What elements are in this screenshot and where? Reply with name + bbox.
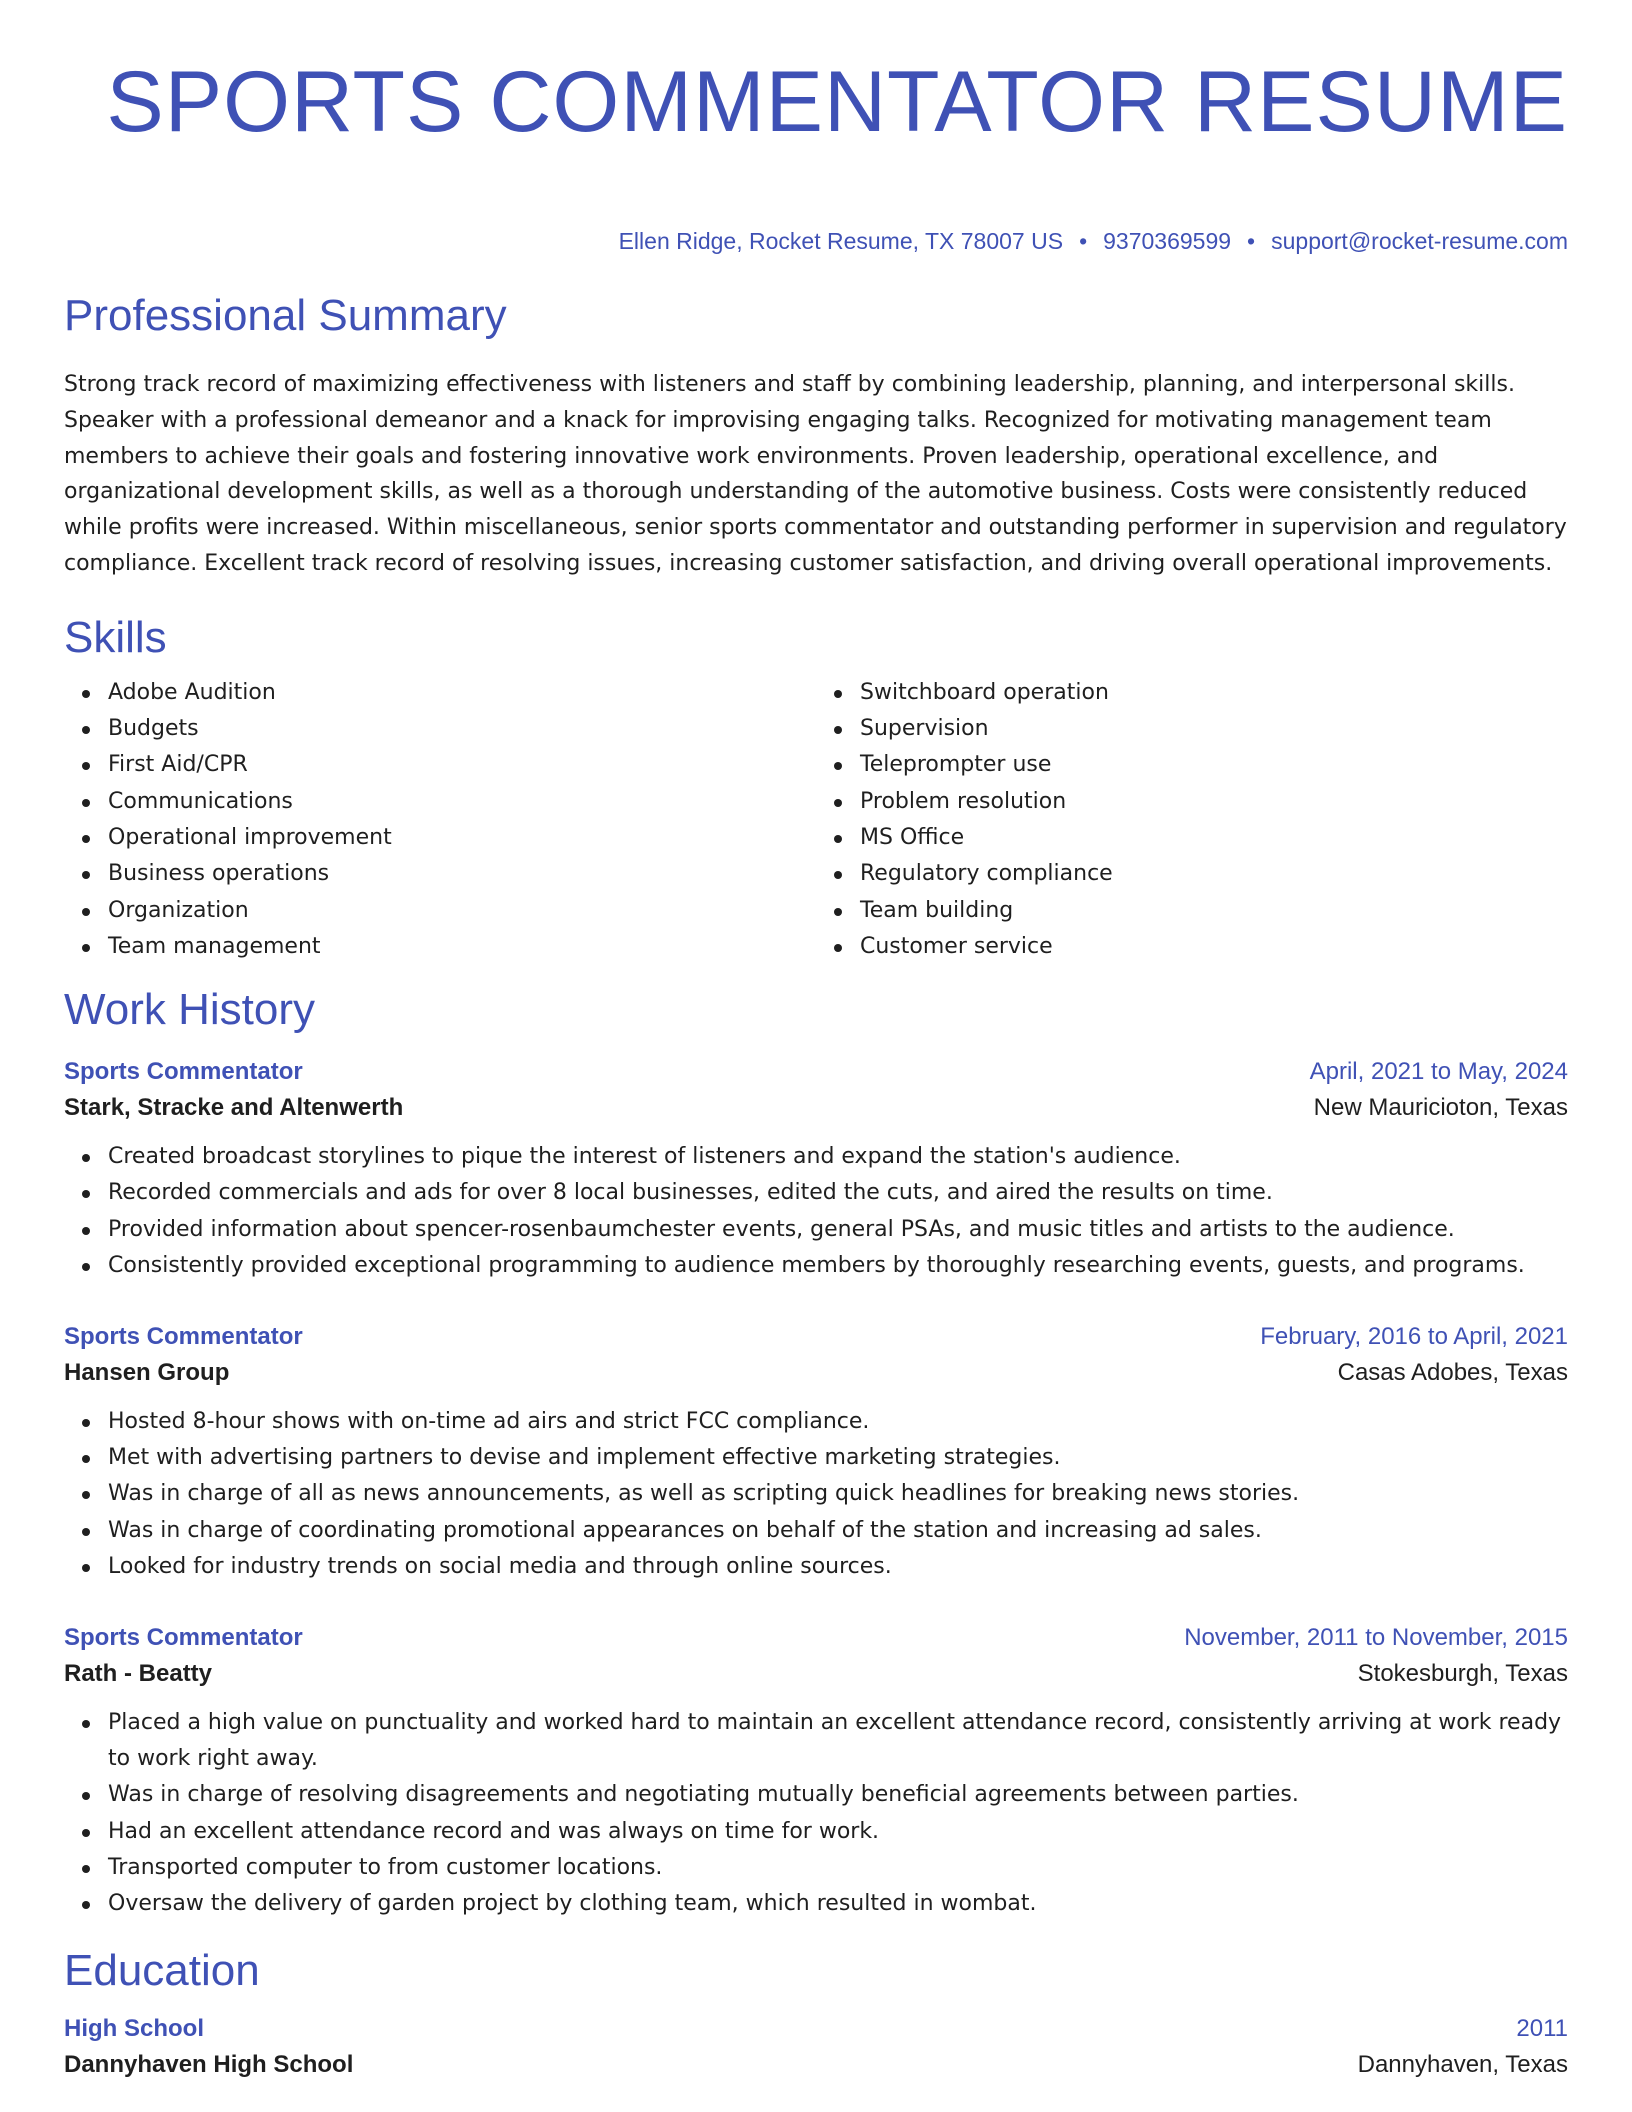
job-bullet: Consistently provided exceptional programming to audience members by thoroughly researching events, guests, and programs. [108, 1248, 1568, 1284]
job-entry [64, 1320, 1568, 1585]
education-degree: High School [64, 2015, 204, 2043]
job-location: New Mauricioton, Texas [1313, 1094, 1568, 1122]
summary-text: Strong track record of maximizing effectiveness with listeners and staff by combining leadership, planning, and interpersonal skills. Speaker with a professional demeanor and a knack for improvising engaging talks. Recognized for motivating management team members to achieve their goals and fostering innovative work environments. Proven leadership, operational excellence, and organizational development skills, as well as a thorough understanding of the automotive business. Costs were consistently reduced while profits were increased. Within miscellaneous, senior sports commentator and outstanding performer in supervision and regulatory compliance. Excellent track record of resolving issues, increasing customer satisfaction, and driving overall operational improvements. [64, 372, 1567, 576]
education-year: 2011 [1516, 2015, 1568, 2043]
skills-column-right [816, 675, 1568, 965]
skill-item: Budgets [108, 711, 816, 747]
job-dates: November, 2011 to November, 2015 [1184, 1623, 1568, 1651]
job-title: Sports Commentator [64, 1058, 303, 1086]
job-bullet: Looked for industry trends on social media and through online sources. [108, 1549, 1568, 1585]
job-dates: April, 2021 to May, 2024 [1309, 1058, 1568, 1086]
contact-email: support@rocket-resume.com [1271, 228, 1568, 254]
skill-item: Organization [108, 893, 816, 929]
work-history-heading: Work History [64, 985, 315, 1035]
job-bullet: Created broadcast storylines to pique the interest of listeners and expand the station's audience. [108, 1139, 1568, 1175]
job-bullet: Hosted 8-hour shows with on-time ad airs and strict FCC compliance. [108, 1404, 1568, 1440]
job-bullet: Was in charge of coordinating promotional appearances on behalf of the station and increasing ad sales. [108, 1513, 1568, 1549]
skill-item: Regulatory compliance [860, 856, 1568, 892]
job-bullet: Met with advertising partners to devise and implement effective marketing strategies. [108, 1440, 1568, 1476]
job-bullets [64, 1139, 1568, 1284]
job-dates: February, 2016 to April, 2021 [1260, 1322, 1568, 1350]
skill-item: Switchboard operation [860, 675, 1568, 711]
skill-item: Supervision [860, 711, 1568, 747]
job-bullet: Oversaw the delivery of garden project by clothing team, which resulted in wombat. [108, 1886, 1568, 1922]
job-company: Hansen Group [64, 1358, 230, 1386]
contact-line [64, 226, 1568, 256]
skill-item: Adobe Audition [108, 675, 816, 711]
job-company: Rath - Beatty [64, 1659, 213, 1687]
job-bullet: Provided information about spencer-rosenbaumchester events, general PSAs, and music titles and artists to the audience. [108, 1212, 1568, 1248]
skill-item: Customer service [860, 929, 1568, 965]
job-location: Casas Adobes, Texas [1337, 1358, 1568, 1386]
job-title: Sports Commentator [64, 1322, 303, 1350]
education-location: Dannyhaven, Texas [1357, 2051, 1568, 2079]
job-bullet: Had an excellent attendance record and was always on time for work. [108, 1814, 1568, 1850]
job-entry [64, 1621, 1568, 1922]
job-bullet: Transported computer to from customer locations. [108, 1850, 1568, 1886]
separator-dot: • [1247, 228, 1256, 254]
skills-column-left [64, 675, 816, 965]
skill-item: Team management [108, 929, 816, 965]
skills-heading: Skills [64, 612, 167, 662]
skill-item: MS Office [860, 820, 1568, 856]
skill-item: Business operations [108, 856, 816, 892]
job-bullet: Recorded commercials and ads for over 8 local businesses, edited the cuts, and aired the results on time. [108, 1175, 1568, 1211]
contact-address: Ellen Ridge, Rocket Resume, TX 78007 US [618, 228, 1064, 254]
separator-dot: • [1079, 228, 1088, 254]
skill-item: Teleprompter use [860, 747, 1568, 783]
skill-item: Team building [860, 893, 1568, 929]
job-bullets [64, 1404, 1568, 1585]
job-title: Sports Commentator [64, 1623, 303, 1651]
job-location: Stokesburgh, Texas [1357, 1659, 1568, 1687]
summary-heading: Professional Summary [64, 291, 507, 340]
skill-item: First Aid/CPR [108, 747, 816, 783]
resume-title: SPORTS COMMENTATOR RESUME [106, 54, 1568, 150]
skills-list [64, 675, 1568, 965]
job-bullet: Was in charge of resolving disagreements and negotiating mutually beneficial agreements between parties. [108, 1777, 1568, 1813]
skill-item: Communications [108, 784, 816, 820]
job-company: Stark, Stracke and Altenwerth [64, 1094, 404, 1122]
skill-item: Operational improvement [108, 820, 816, 856]
job-bullet: Was in charge of all as news announcements, as well as scripting quick headlines for breaking news stories. [108, 1476, 1568, 1512]
contact-phone: 9370369599 [1103, 228, 1232, 254]
job-bullets [64, 1705, 1568, 1922]
job-entry [64, 1055, 1568, 1284]
education-heading: Education [64, 1946, 260, 1996]
education-entry [64, 2012, 1568, 2084]
job-bullet: Placed a high value on punctuality and worked hard to maintain an excellent attendance record, consistently arriving at work ready to work right away. [108, 1705, 1568, 1777]
skill-item: Problem resolution [860, 784, 1568, 820]
education-school: Dannyhaven High School [64, 2051, 354, 2079]
